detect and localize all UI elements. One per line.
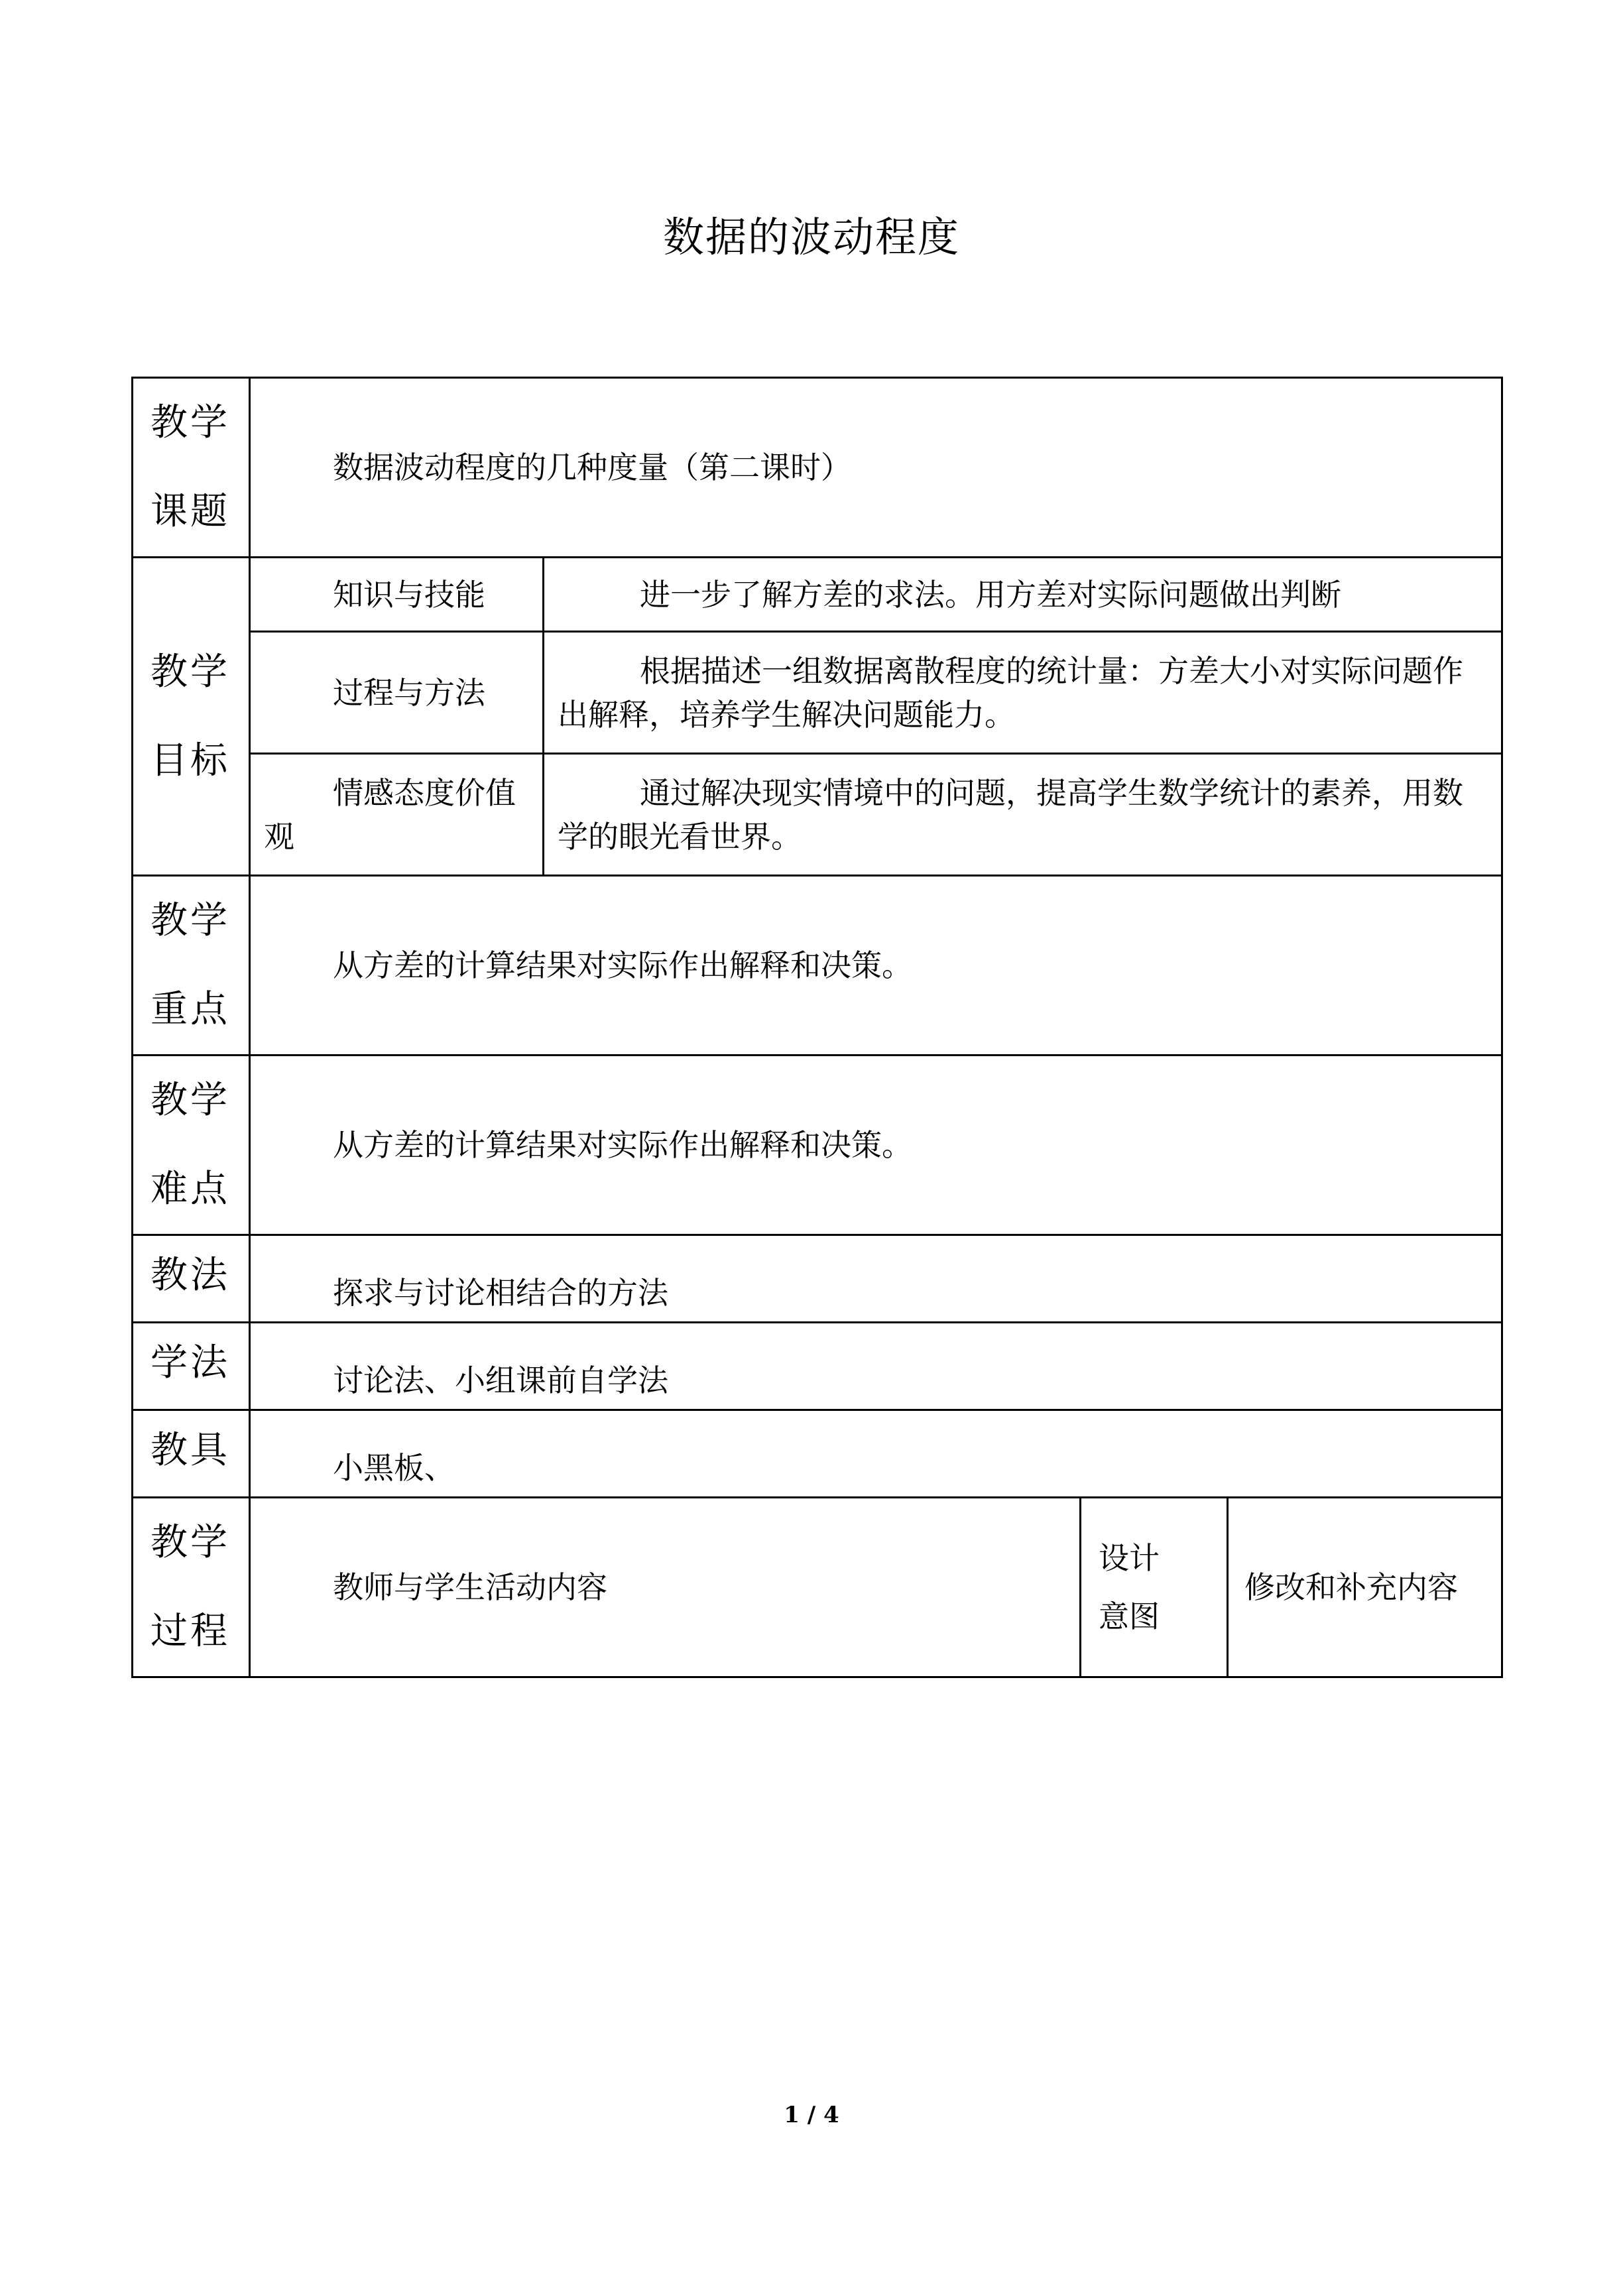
goals-label-bottom: 目标 — [150, 739, 230, 782]
process-row — [133, 1498, 1502, 1677]
teaching-method-label: 教法 — [133, 1235, 250, 1323]
tools-content: 小黑板、 — [250, 1410, 1502, 1498]
process-design-top: 设计 — [1099, 1540, 1160, 1576]
learning-method-content: 讨论法、小组课前自学法 — [250, 1323, 1502, 1410]
topic-label-bottom: 课题 — [150, 490, 230, 533]
teaching-method-content: 探求与讨论相结合的方法 — [250, 1235, 1502, 1323]
goal-row-process — [133, 632, 1502, 754]
learning-method-row — [133, 1323, 1502, 1410]
key-points-label-bottom: 重点 — [150, 988, 230, 1031]
key-points-content: 从方差的计算结果对实际作出解释和决策。 — [250, 876, 1502, 1056]
topic-label — [133, 378, 250, 558]
lesson-plan-table — [131, 377, 1503, 1678]
difficulties-label-bottom: 难点 — [150, 1168, 230, 1211]
process-design-header — [1081, 1498, 1228, 1677]
difficulties-content: 从方差的计算结果对实际作出解释和决策。 — [250, 1056, 1502, 1235]
goals-label — [133, 558, 250, 876]
goal-row-knowledge — [133, 558, 1502, 632]
tools-label: 教具 — [133, 1410, 250, 1498]
difficulties-label-top: 教学 — [150, 1079, 230, 1122]
page-number: 1 / 4 — [784, 2102, 839, 2128]
process-design-bottom: 意图 — [1099, 1599, 1160, 1634]
goal-text-process: 根据描述一组数据离散程度的统计量：方差大小对实际问题作出解释，培养学生解决问题能力。 — [544, 632, 1502, 754]
tools-row — [133, 1410, 1502, 1498]
difficulties-row — [133, 1056, 1502, 1235]
document-title: 数据的波动程度 — [662, 213, 960, 261]
teaching-method-row — [133, 1235, 1502, 1323]
goal-row-attitude — [133, 754, 1502, 876]
goal-label-process: 过程与方法 — [250, 632, 544, 754]
goal-text-knowledge: 进一步了解方差的求法。用方差对实际问题做出判断 — [544, 558, 1502, 632]
process-label-top: 教学 — [150, 1521, 230, 1564]
goal-label-knowledge: 知识与技能 — [250, 558, 544, 632]
learning-method-label: 学法 — [133, 1323, 250, 1410]
goal-text-attitude: 通过解决现实情境中的问题，提高学生数学统计的素养，用数学的眼光看世界。 — [544, 754, 1502, 876]
topic-content: 数据波动程度的几种度量（第二课时） — [250, 378, 1502, 558]
topic-row — [133, 378, 1502, 558]
key-points-row — [133, 876, 1502, 1056]
key-points-label-top: 教学 — [150, 899, 230, 942]
process-label — [133, 1498, 250, 1677]
goal-label-attitude: 情感态度价值观 — [250, 754, 544, 876]
process-activity-header: 教师与学生活动内容 — [250, 1498, 1081, 1677]
key-points-label — [133, 876, 250, 1056]
difficulties-label — [133, 1056, 250, 1235]
goals-label-top: 教学 — [150, 650, 230, 694]
process-revision-header: 修改和补充内容 — [1228, 1498, 1502, 1677]
process-label-bottom: 过程 — [150, 1610, 230, 1653]
topic-label-top: 教学 — [150, 401, 230, 444]
